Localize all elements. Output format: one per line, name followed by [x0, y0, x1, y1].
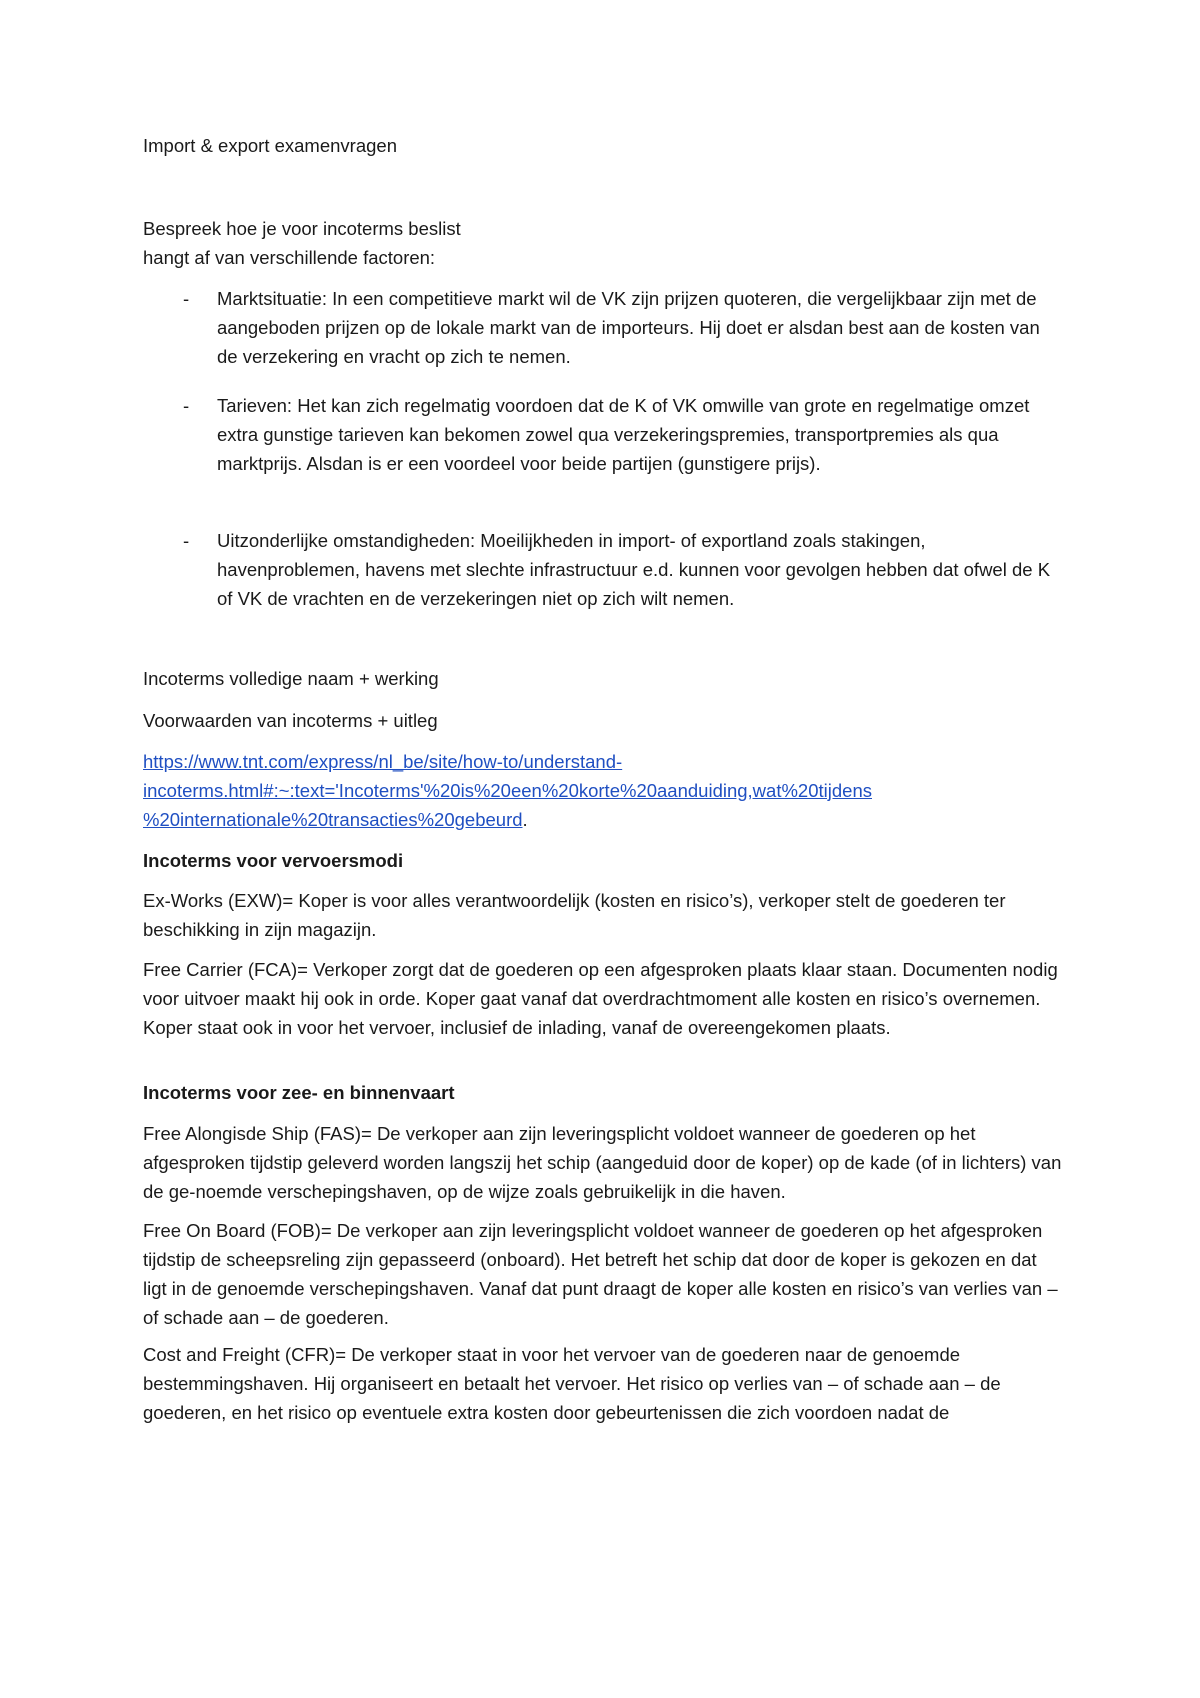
tnt-incoterms-link[interactable]	[143, 747, 1063, 830]
heading-transport-modes: Incoterms voor vervoersmodi	[143, 850, 404, 871]
intro-text: hangt af van verschillende factoren:	[143, 247, 436, 268]
paragraph-fca: Free Carrier (FCA)= Verkoper zorgt dat de goederen op een afgesproken plaats klaar staan. Documenten nodig voor uitvoer maakt hij ook in orde. Koper gaat vanaf dat overdrachtmoment alle kosten en risico’s overnemen. Koper staat ook in voor het vervoer, inclusief de inlading, vanaf de overeengekomen plaats.	[143, 959, 1058, 1038]
tnt-link-paragraph	[143, 747, 1063, 834]
link-part-1: https://www.tnt.com/express/nl_be/site/how-to/understand-	[143, 751, 623, 772]
incoterms-name-line: Incoterms volledige naam + werking	[143, 668, 439, 689]
intro-heading: Bespreek hoe je voor incoterms beslist	[143, 218, 461, 239]
bullet-dash: -	[183, 530, 190, 551]
link-part-2: incoterms.html#:~:text='Incoterms'%20is%20een%20korte%20aanduiding,wat%20tijdens	[143, 780, 872, 801]
paragraph-cfr: Cost and Freight (CFR)= De verkoper staat in voor het vervoer van de goederen naar de genoemde bestemmingshaven. Hij organiseert en betaalt het vervoer. Het risico op verlies van – of schade aan – de goederen, en het risico op eventuele extra kosten door gebeurtenissen die zich voordoen nadat de	[143, 1344, 1001, 1423]
bullet-dash: -	[183, 288, 190, 309]
link-suffix: .	[522, 809, 528, 830]
heading-sea-inland: Incoterms voor zee- en binnenvaart	[143, 1082, 455, 1103]
paragraph-fob: Free On Board (FOB)= De verkoper aan zijn leveringsplicht voldoet wanneer de goederen op het afgesproken tijdstip de scheepsreling zijn gepasseerd (onboard). Het betreft het schip dat door de koper is gekozen en dat ligt in de genoemde verschepingshaven. Vanaf dat punt draagt de koper alle kosten en risico’s van verlies van – of schade aan – de goederen.	[143, 1220, 1058, 1328]
document-title: Import & export examenvragen	[143, 135, 397, 156]
link-part-3: %20internationale%20transacties%20gebeurd	[143, 809, 523, 830]
paragraph-exw: Ex-Works (EXW)= Koper is voor alles verantwoordelijk (kosten en risico’s), verkoper stelt de goederen ter beschikking in zijn magazijn.	[143, 890, 1006, 940]
incoterms-conditions-line: Voorwaarden van incoterms + uitleg	[143, 710, 438, 731]
bullet-text: Tarieven: Het kan zich regelmatig voordoen dat de K of VK omwille van grote en regelmatige omzet extra gunstige tarieven kan bekomen zowel qua verzekeringspremies, transportpremies als qua marktprijs. Alsdan is er een voordeel voor beide partijen (gunstigere prijs).	[217, 395, 1030, 474]
bullet-text: Marktsituatie: In een competitieve markt wil de VK zijn prijzen quoteren, die vergelijkbaar zijn met de aangeboden prijzen op de lokale markt van de importeurs. Hij doet er alsdan best aan de kosten van de verzekering en vracht op zich te nemen.	[217, 288, 1040, 367]
bullet-text: Uitzonderlijke omstandigheden: Moeilijkheden in import- of exportland zoals stakingen, havenproblemen, havens met slechte infrastructuur e.d. kunnen voor gevolgen hebben dat ofwel de K of VK de vrachten en de verzekeringen niet op zich wilt nemen.	[217, 530, 1051, 609]
bullet-dash: -	[183, 395, 190, 416]
paragraph-fas: Free Alongisde Ship (FAS)= De verkoper aan zijn leveringsplicht voldoet wanneer de goederen op het afgesproken tijdstip geleverd worden langszij het schip (aangeduid door de koper) op de kade (of in lichters) van de ge-noemde verschepingshaven, op de wijze zoals gebruikelijk in die haven.	[143, 1123, 1062, 1202]
